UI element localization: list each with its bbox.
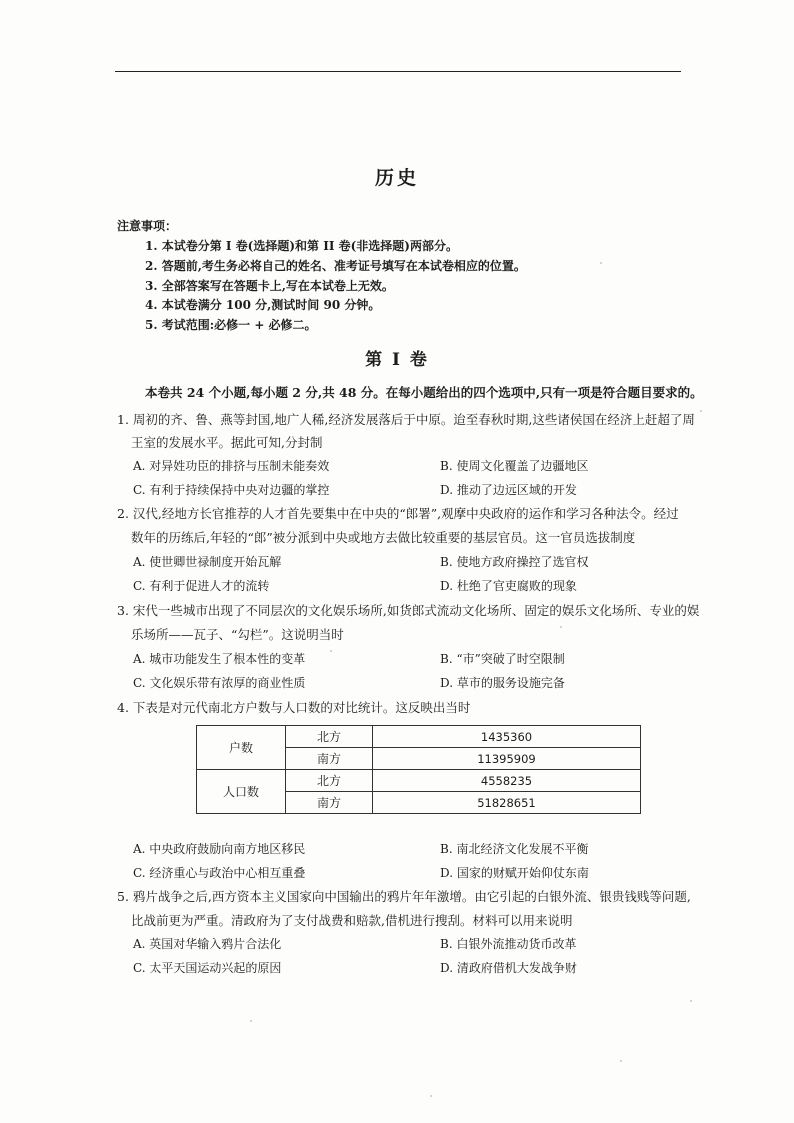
question-3-stem-line: 乐场所——瓦子、“勾栏”。这说明当时 [131, 627, 344, 642]
question-4-option-c: C. 经济重心与政治中心相互重叠 [133, 866, 306, 880]
question-2-option-d: D. 杜绝了官吏腐败的现象 [440, 579, 577, 593]
section-instructions: 本卷共 24 个小题,每小题 2 分,共 48 分。在每小题给出的四个选项中,只有一项是符合题目要求的。 [145, 385, 703, 400]
scan-speck [620, 1060, 622, 1062]
table-value-cell: 4558235 [373, 770, 641, 792]
table-group-cell: 人口数 [197, 770, 286, 814]
notice-item: 4. 本试卷满分 100 分,测试时间 90 分钟。 [145, 298, 381, 312]
table-value-cell: 11395909 [373, 748, 641, 770]
question-4-stem-line: 4. 下表是对元代南北方户数与人口数的对比统计。这反映出当时 [117, 700, 471, 715]
scan-speck [330, 650, 332, 652]
scan-speck [600, 262, 602, 264]
table-region-cell: 北方 [286, 770, 373, 792]
question-3-option-a: A. 城市功能发生了根本性的变革 [133, 652, 306, 666]
question-5-option-c: C. 太平天国运动兴起的原因 [133, 961, 282, 975]
question-4-option-a: A. 中央政府鼓励向南方地区移民 [133, 842, 306, 856]
question-3-option-d: D. 草市的服务设施完备 [440, 676, 565, 690]
question-3-stem-line: 3. 宋代一些城市出现了不同层次的文化娱乐场所,如货郎式流动文化场所、固定的娱乐文化场所、专业的娱 [117, 603, 700, 618]
question-5-stem-line: 5. 鸦片战争之后,西方资本主义国家向中国输出的鸦片年年激增。由它引起的白银外流、银贵钱贱等问题, [117, 889, 691, 904]
question-1-stem-line: 1. 周初的齐、鲁、燕等封国,地广人稀,经济发展落后于中原。迨至春秋时期,这些诸侯国在经济上赶超了周 [117, 412, 695, 427]
table-group-cell: 户数 [197, 726, 286, 770]
scan-speck [560, 626, 562, 628]
question-2-option-a: A. 使世卿世禄制度开始瓦解 [133, 555, 282, 569]
table-row [197, 770, 641, 792]
page-title: 历史 [374, 167, 419, 189]
question-5-stem-line: 比战前更为严重。清政府为了支付战费和赔款,借机进行搜刮。材料可以用来说明 [131, 913, 573, 928]
question-1-option-b: B. 使周文化覆盖了边疆地区 [440, 459, 589, 473]
question-1-option-c: C. 有利于持续保持中央对边疆的掌控 [133, 483, 330, 497]
table-value-cell: 1435360 [373, 726, 641, 748]
notice-item: 3. 全部答案写在答题卡上,写在本试卷上无效。 [145, 279, 394, 293]
table-region-cell: 北方 [286, 726, 373, 748]
question-2-stem-line: 数年的历练后,年轻的“郎”被分派到中央或地方去做比较重要的基层官员。这一官员选拔制度 [131, 530, 636, 545]
section-title: 第 I 卷 [365, 350, 429, 370]
notice-item: 5. 考试范围:必修一 + 必修二。 [145, 318, 317, 332]
population-table [196, 725, 641, 814]
question-5-option-a: A. 英国对华输入鸦片合法化 [133, 937, 282, 951]
question-3-option-c: C. 文化娱乐带有浓厚的商业性质 [133, 676, 306, 690]
scan-speck [430, 1095, 432, 1097]
question-1-stem-line: 王室的发展水平。据此可知,分封制 [131, 435, 323, 450]
table-value-cell: 51828651 [373, 792, 641, 814]
question-4-option-d: D. 国家的财赋开始仰仗东南 [440, 866, 589, 880]
notice-label: 注意事项： [117, 219, 178, 233]
question-1-option-a: A. 对异姓功臣的排挤与压制未能奏效 [133, 459, 330, 473]
question-5-option-d: D. 清政府借机大发战争财 [440, 961, 577, 975]
question-1-option-d: D. 推动了边远区域的开发 [440, 483, 577, 497]
notice-item: 1. 本试卷分第 I 卷(选择题)和第 II 卷(非选择题)两部分。 [145, 239, 458, 253]
question-4-option-b: B. 南北经济文化发展不平衡 [440, 842, 589, 856]
notice-item: 2. 答题前,考生务必将自己的姓名、准考证号填写在本试卷相应的位置。 [145, 259, 526, 273]
scan-speck [700, 410, 702, 412]
table-row [197, 726, 641, 748]
question-3-option-b: B. “市”突破了时空限制 [440, 652, 565, 666]
table-region-cell: 南方 [286, 748, 373, 770]
table-region-cell: 南方 [286, 792, 373, 814]
question-2-option-c: C. 有利于促进人才的流转 [133, 579, 270, 593]
question-2-option-b: B. 使地方政府操控了选官权 [440, 555, 589, 569]
scan-speck [250, 1020, 252, 1022]
question-5-option-b: B. 白银外流推动货币改革 [440, 937, 577, 951]
question-2-stem-line: 2. 汉代,经地方长官推荐的人才首先要集中在中央的“郎署”,观摩中央政府的运作和学习各种法令。经过 [117, 506, 679, 521]
scan-speck [690, 1000, 692, 1002]
header-rule [115, 71, 681, 72]
